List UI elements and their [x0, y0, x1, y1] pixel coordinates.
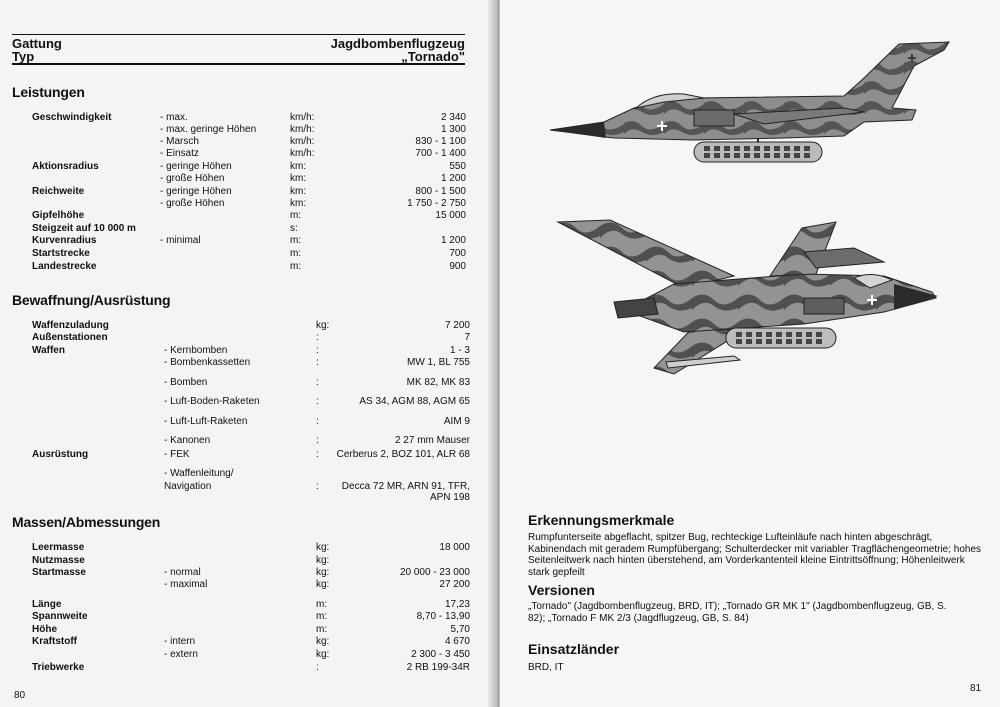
spec-value: AS 34, AGM 88, AGM 65 [359, 396, 470, 407]
section-title-leistungen: Leistungen [12, 84, 85, 100]
spec-row [0, 435, 494, 447]
spec-row [0, 148, 494, 160]
spec-row [0, 173, 494, 185]
spec-label: Reichweite [32, 186, 85, 197]
typ-label: Typ [12, 49, 35, 64]
spec-value: 8,70 - 13,90 [416, 611, 470, 622]
spec-unit: km: [290, 186, 307, 197]
spec-row [0, 611, 494, 623]
spec-unit: km/h: [290, 112, 315, 123]
spec-row [0, 357, 494, 369]
spec-row [0, 377, 494, 389]
spec-sub-label: - geringe Höhen [160, 186, 232, 197]
page-number-right: 81 [970, 683, 982, 694]
spec-row [0, 248, 494, 260]
spec-label: Startstrecke [32, 248, 90, 259]
spec-row [0, 223, 494, 235]
spec-unit: kg: [316, 567, 330, 578]
spec-sub-label: - Luft-Boden-Raketen [164, 396, 260, 407]
spec-sub-label: - Waffenleitung/ [164, 468, 234, 479]
spec-unit: : [316, 332, 319, 343]
gattung-value: Jagdbombenflugzeug [330, 36, 465, 51]
spec-unit: m: [290, 261, 302, 272]
spec-row [0, 136, 494, 148]
spec-row [0, 567, 494, 579]
spec-value: 27 200 [439, 579, 470, 590]
spec-unit: m: [290, 235, 302, 246]
spec-value: 1 200 [440, 235, 466, 246]
spec-value: 20 000 - 23 000 [399, 567, 470, 578]
tornado-perspective-view-illustration [554, 218, 946, 378]
spec-row [0, 599, 494, 611]
spec-row [0, 624, 494, 636]
spec-label: Gipfelhöhe [32, 210, 85, 221]
spec-row [0, 636, 494, 648]
spec-value: 1 300 [440, 124, 466, 135]
spec-label: Triebwerke [32, 662, 85, 673]
spec-label: Geschwindigkeit [32, 112, 112, 123]
spec-unit: km/h: [290, 136, 315, 147]
spec-value: 1 - 3 [449, 345, 470, 356]
spec-value: Decca 72 MR, ARN 91, TFR, [341, 481, 470, 492]
spec-row [0, 186, 494, 198]
spec-row [0, 468, 494, 480]
spec-value: 700 [449, 248, 466, 259]
spec-value: 2 300 - 3 450 [411, 649, 470, 660]
spec-row [0, 210, 494, 222]
spec-row [0, 416, 494, 428]
spec-row [0, 662, 494, 674]
spec-value: 900 [449, 261, 466, 272]
spec-value: 800 - 1 500 [415, 186, 466, 197]
spec-unit: kg: [316, 579, 330, 590]
erkennungsmerkmale-title: Erkennungsmerkmale [528, 512, 675, 528]
spec-value: APN 198 [429, 492, 470, 503]
spec-unit: kg: [316, 649, 330, 660]
spec-label: Höhe [32, 624, 57, 635]
tornado-side-view-illustration [544, 38, 954, 173]
spec-unit: kg: [316, 542, 330, 553]
spec-row [0, 320, 494, 332]
spec-row [0, 332, 494, 344]
spec-sub-label: - Luft-Luft-Raketen [164, 416, 248, 427]
spec-unit: m: [316, 611, 328, 622]
spec-label: Ausrüstung [32, 449, 89, 460]
spec-sub-label: - geringe Höhen [160, 161, 232, 172]
spec-sub-label: - max. geringe Höhen [160, 124, 257, 135]
spec-value: Cerberus 2, BOZ 101, ALR 68 [336, 449, 470, 460]
spec-row [0, 449, 494, 461]
type-header [12, 34, 465, 65]
spec-unit: kg: [316, 555, 330, 566]
spec-value: 830 - 1 100 [415, 136, 466, 147]
spec-label: Startmasse [32, 567, 86, 578]
page-number-left: 80 [14, 690, 26, 701]
spec-label: Waffenzuladung [32, 320, 109, 331]
spec-row [0, 261, 494, 273]
spec-row [0, 124, 494, 136]
spec-row [0, 555, 494, 567]
spec-row [0, 112, 494, 124]
spec-unit: : [316, 481, 319, 492]
spec-label: Länge [32, 599, 62, 610]
spec-row [0, 396, 494, 408]
spec-unit: : [316, 449, 319, 460]
spec-label: Spannweite [32, 611, 88, 622]
spec-sub-label: - Bomben [164, 377, 208, 388]
spec-sub-label: - maximal [164, 579, 208, 590]
spec-value: 700 - 1 400 [415, 148, 466, 159]
spec-sub-label: - minimal [160, 235, 201, 246]
spec-value: 4 670 [444, 636, 470, 647]
spec-row [0, 492, 494, 504]
spec-value: 15 000 [435, 210, 466, 221]
spec-unit: : [316, 377, 319, 388]
spec-unit: m: [316, 599, 328, 610]
spec-row [0, 579, 494, 591]
spec-label: Leermasse [32, 542, 85, 553]
spec-value: 1 200 [440, 173, 466, 184]
spec-unit: km: [290, 198, 307, 209]
spec-sub-label: - Kernbomben [164, 345, 228, 356]
spec-sub-label: - Kanonen [164, 435, 211, 446]
versionen-text: „Tornado" (Jagdbombenflugzeug, BRD, IT); „Tornado GR MK 1" (Jagdbombenflugzeug, GB, S. 82); „Tornado F MK 2/3 (Jagdflugzeug, GB, S. 84) [528, 601, 947, 624]
spec-row [0, 198, 494, 210]
spec-sub-label: - max. [160, 112, 188, 123]
spec-label: Waffen [32, 345, 65, 356]
spec-unit: : [316, 416, 319, 427]
spec-unit: : [316, 345, 319, 356]
spec-unit: kg: [316, 636, 330, 647]
spec-sub-label: Navigation [164, 481, 212, 492]
spec-label: Außenstationen [32, 332, 108, 343]
spec-label: Kraftstoff [32, 636, 77, 647]
spec-unit: km: [290, 173, 307, 184]
spec-label: Landestrecke [32, 261, 97, 272]
spec-value: MW 1, BL 755 [407, 357, 470, 368]
spec-unit: : [316, 662, 319, 673]
spec-row [0, 345, 494, 357]
spec-unit: : [316, 435, 319, 446]
spec-value: 550 [449, 161, 466, 172]
spec-value: AIM 9 [443, 416, 470, 427]
spec-sub-label: - große Höhen [160, 173, 225, 184]
left-page [0, 0, 494, 707]
versionen-title: Versionen [528, 582, 595, 598]
spec-row [0, 161, 494, 173]
spec-sub-label: - intern [164, 636, 196, 647]
spec-label: Steigzeit auf 10 000 m [32, 223, 136, 234]
spec-value: 5,70 [450, 624, 470, 635]
spec-sub-label: - Marsch [160, 136, 199, 147]
spec-sub-label: - Einsatz [160, 148, 199, 159]
spec-unit: m: [316, 624, 328, 635]
einsatzlaender-text: BRD, IT [528, 662, 564, 673]
right-page [500, 0, 1000, 707]
spec-sub-label: - große Höhen [160, 198, 225, 209]
spec-unit: km/h: [290, 124, 315, 135]
spec-unit: km: [290, 161, 307, 172]
spec-value: 2 340 [440, 112, 466, 123]
spec-value: 17,23 [444, 599, 470, 610]
spec-sub-label: - Bombenkassetten [164, 357, 251, 368]
erkennungsmerkmale-text: Rumpfunterseite abgeflacht, spitzer Bug, rechteckige Lufteinläufe nach hinten abgeschrägt, Kabinendach mit geradem Rumpfübergang; Schulterdecker mit variabler Tragflächengeometrie; hohes Seitenleitwerk nach hinten überstehend, am Vorderkantenteil kleine Eintrittsöffnung; Höhenleitwerk stark gepfeilt [528, 532, 982, 578]
spec-value: 18 000 [439, 542, 470, 553]
spec-value: 1 750 - 2 750 [407, 198, 466, 209]
section-title-massen: Massen/Abmessungen [12, 514, 161, 530]
spec-unit: : [316, 357, 319, 368]
spec-unit: kg: [316, 320, 330, 331]
spec-row [0, 235, 494, 247]
spec-row [0, 542, 494, 554]
spec-value: 7 [464, 332, 470, 343]
spec-sub-label: - FEK [164, 449, 190, 460]
section-title-bewaffnung: Bewaffnung/Ausrüstung [12, 292, 171, 308]
einsatzlaender-title: Einsatzländer [528, 641, 620, 657]
spec-unit: m: [290, 248, 302, 259]
spec-sub-label: - extern [164, 649, 198, 660]
spec-value: MK 82, MK 83 [406, 377, 470, 388]
spec-unit: : [316, 396, 319, 407]
spec-value: 2 27 mm Mauser [394, 435, 470, 446]
spec-label: Nutzmasse [32, 555, 85, 566]
spec-value: 2 RB 199-34R [406, 662, 470, 673]
spec-label: Aktionsradius [32, 161, 99, 172]
spec-unit: s: [290, 223, 298, 234]
spec-label: Kurvenradius [32, 235, 97, 246]
typ-value: „Tornado" [401, 49, 465, 64]
spec-row [0, 649, 494, 661]
spec-value: 7 200 [444, 320, 470, 331]
spec-unit: m: [290, 210, 302, 221]
gattung-label: Gattung [12, 36, 62, 51]
spec-unit: km/h: [290, 148, 315, 159]
spec-sub-label: - normal [164, 567, 201, 578]
